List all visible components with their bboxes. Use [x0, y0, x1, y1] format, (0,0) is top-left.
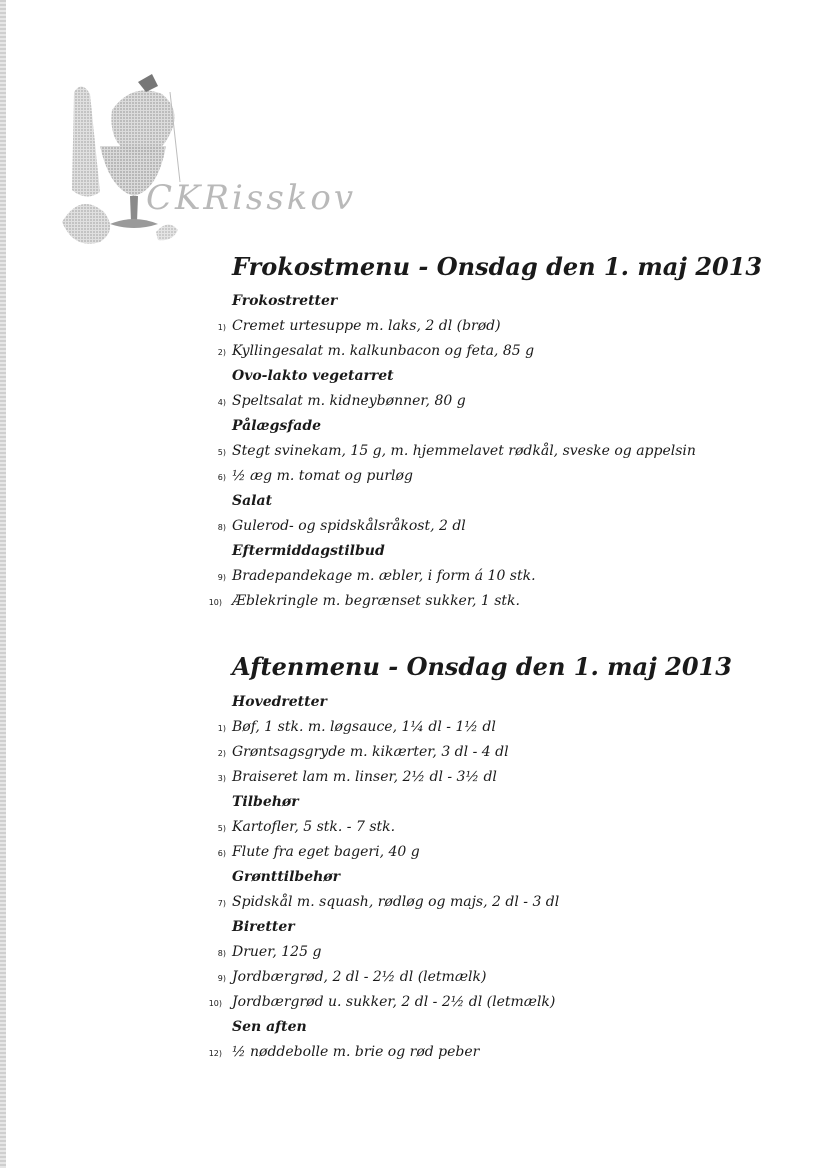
- item-number: 1): [217, 323, 226, 332]
- menu-item-text: ½ nøddebolle m. brie og rød peber: [232, 1044, 480, 1060]
- menu-item-text: ½ æg m. tomat og purløg: [232, 468, 413, 484]
- item-number: 10): [208, 598, 222, 607]
- item-number: 5): [217, 448, 226, 457]
- group-heading: Ovo-lakto vegetarret: [232, 368, 394, 384]
- menu-item-text: Braiseret lam m. linser, 2½ dl - 3½ dl: [232, 769, 497, 785]
- lunch-title: Frokostmenu - Onsdag den 1. maj 2013: [232, 252, 763, 281]
- item-number: 9): [217, 974, 226, 983]
- logo-goblet-icon: [60, 72, 320, 262]
- group-heading: Tilbehør: [232, 794, 299, 810]
- menu-item-text: Spidskål m. squash, rødløg og majs, 2 dl - 3 dl: [232, 894, 560, 910]
- group-heading: Sen aften: [232, 1019, 307, 1035]
- item-number: 6): [217, 849, 226, 858]
- dinner-title: Aftenmenu - Onsdag den 1. maj 2013: [232, 652, 732, 681]
- group-heading: Salat: [232, 493, 273, 509]
- group-heading: Grønttilbehør: [232, 869, 341, 885]
- menu-item-text: Jordbærgrød u. sukker, 2 dl - 2½ dl (letmælk): [232, 994, 556, 1010]
- menu-item-text: Stegt svinekam, 15 g, m. hjemmelavet rødkål, sveske og appelsin: [232, 443, 696, 459]
- menu-item-text: Cremet urtesuppe m. laks, 2 dl (brød): [232, 318, 501, 334]
- logo-text: CKRisskov: [146, 178, 357, 218]
- group-heading: Hovedretter: [232, 694, 327, 710]
- scan-edge: [0, 0, 6, 1168]
- menu-item-text: Kartofler, 5 stk. - 7 stk.: [232, 819, 396, 835]
- menu-item-text: Æblekringle m. begrænset sukker, 1 stk.: [232, 593, 520, 609]
- item-number: 8): [217, 949, 226, 958]
- group-heading: Eftermiddagstilbud: [232, 543, 385, 559]
- item-number: 4): [217, 398, 226, 407]
- menu-item-text: Kyllingesalat m. kalkunbacon og feta, 85 g: [232, 343, 535, 359]
- item-number: 10): [208, 999, 222, 1008]
- menu-item-text: Druer, 125 g: [232, 944, 322, 960]
- item-number: 2): [217, 749, 226, 758]
- menu-item-text: Jordbærgrød, 2 dl - 2½ dl (letmælk): [232, 969, 487, 985]
- menu-item-text: Bøf, 1 stk. m. løgsauce, 1¼ dl - 1½ dl: [232, 719, 496, 735]
- menu-item-text: Speltsalat m. kidneybønner, 80 g: [232, 393, 466, 409]
- menu-item-text: Flute fra eget bageri, 40 g: [232, 844, 420, 860]
- item-number: 6): [217, 473, 226, 482]
- item-number: 1): [217, 724, 226, 733]
- item-number: 12): [208, 1049, 222, 1058]
- group-heading: Frokostretter: [232, 293, 338, 309]
- group-heading: Pålægsfade: [232, 418, 322, 434]
- item-number: 8): [217, 523, 226, 532]
- menu-item-text: Gulerod- og spidskålsråkost, 2 dl: [232, 518, 466, 534]
- menu-item-text: Grøntsagsgryde m. kikærter, 3 dl - 4 dl: [232, 744, 509, 760]
- item-number: 7): [217, 899, 226, 908]
- group-heading: Biretter: [232, 919, 295, 935]
- item-number: 2): [217, 348, 226, 357]
- menu-item-text: Bradepandekage m. æbler, i form á 10 stk.: [232, 568, 536, 584]
- item-number: 5): [217, 824, 226, 833]
- item-number: 9): [217, 573, 226, 582]
- item-number: 3): [217, 774, 226, 783]
